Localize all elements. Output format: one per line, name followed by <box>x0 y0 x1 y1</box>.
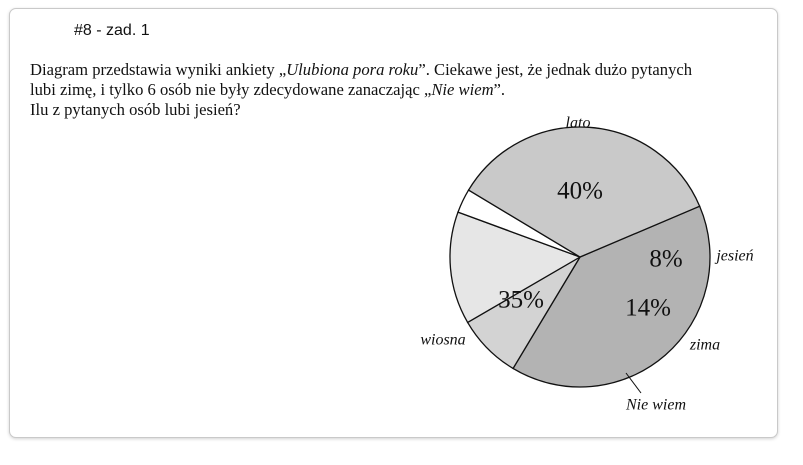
pie-percent-label: 14% <box>625 294 671 322</box>
pie-category-label: zima <box>689 336 721 354</box>
pie-category-label: jesień <box>716 247 754 265</box>
problem-line-1 <box>30 60 770 80</box>
problem-question: Ilu z pytanych osób lubi jesień? <box>30 100 241 119</box>
problem-line-2-end: ”. <box>493 80 506 99</box>
problem-line-1-end: ”. Ciekawe jest, że jednak dużo pytanych <box>418 60 693 79</box>
pie-chart <box>400 104 770 416</box>
problem-line-2-start: lubi zimę, i tylko 6 osób nie były zdecydowane zanaczając „ <box>30 80 432 99</box>
pie-category-label: wiosna <box>420 331 466 349</box>
pie-percent-label: 8% <box>649 245 683 273</box>
undecided-phrase: Nie wiem <box>431 80 494 99</box>
problem-line-1-start: Diagram przedstawia wyniki ankiety „ <box>30 60 287 79</box>
survey-title: Ulubiona pora roku <box>286 60 419 79</box>
problem-line-2 <box>30 80 770 100</box>
task-title: #8 - zad. 1 <box>74 22 150 39</box>
pie-percent-label: 35% <box>498 286 544 314</box>
pie-category-label: Nie wiem <box>626 396 686 414</box>
pie-category-label: lato <box>565 114 591 132</box>
pie-percent-label: 40% <box>557 177 603 205</box>
